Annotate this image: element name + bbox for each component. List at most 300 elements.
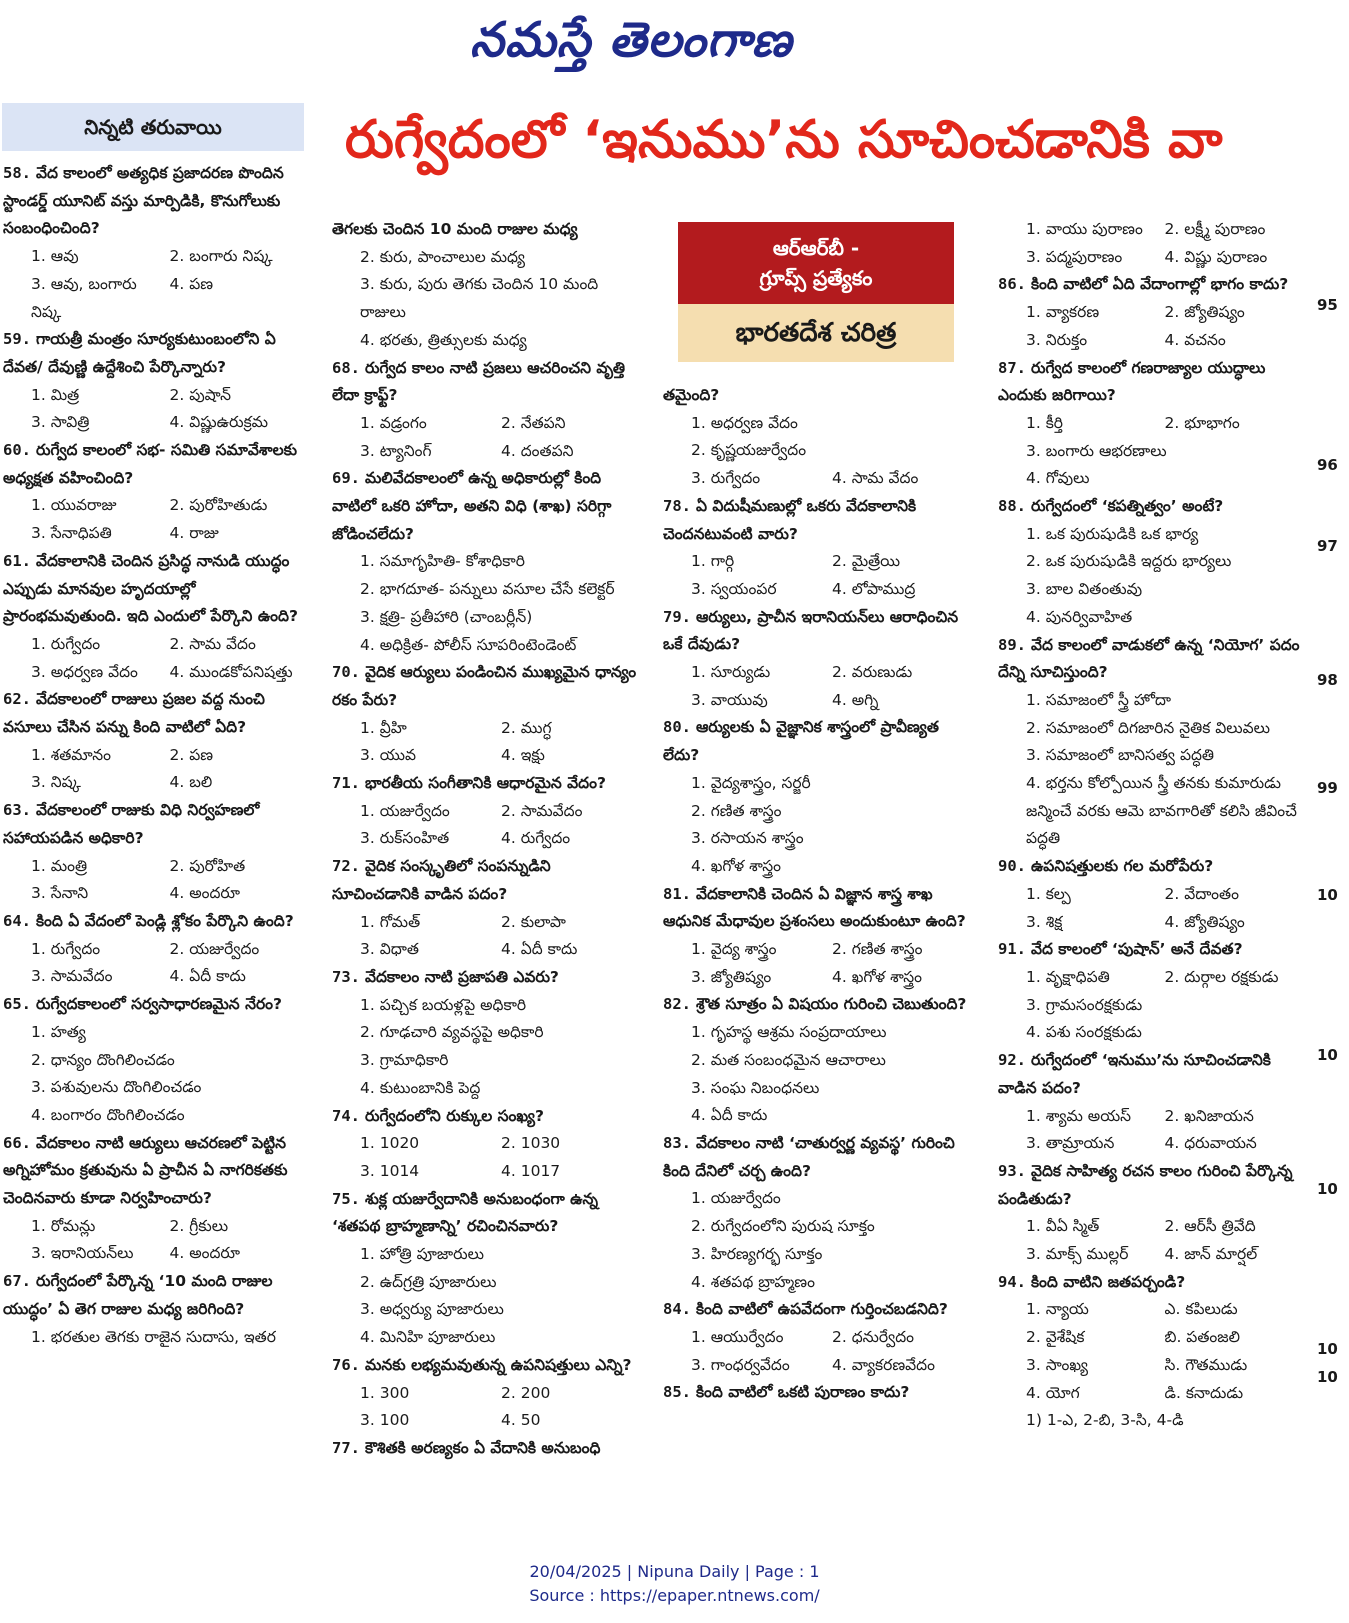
question-text-line: [998, 493, 1303, 521]
question-text: మనకు లభ్యమవుతున్న ఉపనిషత్తులు ఎన్ని?: [364, 1355, 632, 1374]
question-text: వైదిక సంస్కృతిలో సంపన్నుడిని సూచించడానికి వాడిన పదం?: [332, 857, 551, 903]
option: 3. పశువులను దొంగిలించడం: [31, 1078, 202, 1097]
question-block: [663, 382, 973, 465]
option: 4. ఖగోళ శాస్త్రం: [832, 967, 923, 986]
question-text-line: [3, 991, 308, 1019]
options: [663, 1324, 973, 1379]
question-text: వేదకాలం నాటి ప్రజాపతి ఎవరు?: [364, 967, 559, 986]
question-block: [998, 493, 1303, 632]
question-text: వైదిక సాహిత్య రచన కాలం గురించి పేర్కొన్న పండితుడు?: [998, 1161, 1293, 1208]
option: 2. సమాజంలో దిగజారిన నైతిక విలువలు: [1026, 718, 1270, 737]
option: 2. 1030: [501, 1134, 561, 1153]
question-text: రుగ్వేదంలో ‘కపత్నిత్వం’ అంటే?: [1030, 497, 1224, 516]
option: 1. వాయు పురాణం: [1026, 220, 1143, 238]
option: 2. బంగారు నిష్క: [169, 247, 273, 266]
question-block: [3, 160, 308, 326]
option: 4. ఏదీ కాదు: [501, 940, 578, 959]
option: 2. యజుర్వేదం: [169, 939, 260, 958]
option: 3. సేనాధిపతి: [31, 524, 112, 543]
option: 2. ఒక పురుషుడికి ఇద్దరు భార్యలు: [1026, 552, 1232, 571]
footer-line1: 20/04/2025 | Nipuna Daily | Page : 1: [529, 1562, 820, 1581]
option: 4. అందరూ: [169, 1244, 240, 1263]
options: [332, 410, 642, 465]
question-block: [663, 465, 973, 493]
option: 2. కురు, పాంచాలుల మధ్య: [360, 247, 525, 266]
option: 1. 300: [360, 1383, 410, 1402]
question-block: [998, 1158, 1303, 1269]
option: 4. లోపాముద్ర: [832, 579, 916, 598]
question-text: శ్రౌత సూత్రం ఏ విషయం గురించి చెబుతుంది?: [695, 995, 967, 1014]
option: 3. నిష్క: [31, 773, 81, 792]
question-text: రుగ్వేద కాలంలో గణరాజ్యాల యుద్ధాలు ఎందుకు జరిగాయి?: [998, 358, 1266, 405]
option: 2. భూభాగం: [1164, 413, 1240, 432]
options: [3, 492, 308, 547]
options: [663, 936, 973, 991]
options: [3, 936, 308, 991]
option: 4. అందరూ: [169, 884, 240, 903]
option: 3. కురు, పురు తెగకు చెందిన 10 మంది రాజులు: [360, 275, 599, 322]
option: 4. భరతు, త్రిత్సులకు మధ్య: [360, 330, 527, 349]
options: [3, 853, 308, 908]
option: 1. గృహస్థ ఆశ్రమ సంప్రదాయాలు: [691, 1023, 887, 1042]
option: 3. గాంధర్వవేదం: [691, 1355, 790, 1374]
question-number: 76.: [332, 1355, 360, 1374]
option: 1) 1-ఎ, 2-బి, 3-సి, 4-డి: [1026, 1411, 1184, 1430]
option: 2. వేదాంతం: [1164, 884, 1239, 903]
option: 4. విష్ణు పురాణం: [1164, 247, 1268, 266]
options: [332, 992, 642, 1103]
question-text-line: [332, 1103, 642, 1131]
question-block: [332, 770, 642, 853]
option: 3. విధాత: [360, 940, 419, 959]
option: 4. జాన్ మార్షల్: [1164, 1245, 1258, 1264]
options: [998, 1103, 1303, 1158]
option: 4. రాజు: [169, 524, 219, 543]
option: 2. గ్రీకులు: [169, 1216, 229, 1235]
option: 2. ఆర్‌సీ త్రివేది: [1164, 1217, 1256, 1236]
question-number: 82.: [663, 995, 691, 1014]
question-text: రుగ్వేదంలో ‘ఇనుము’ను సూచించడానికి వాడిన పదం?: [998, 1051, 1271, 1097]
options: [998, 964, 1303, 1047]
option: 2. ముగ్ధ: [501, 718, 552, 737]
option: 3. 1014: [360, 1161, 420, 1180]
option: 4. మినిహి పూజారులు: [360, 1328, 496, 1347]
question-number: 94.: [998, 1272, 1026, 1291]
option: 2. సామవేదం: [501, 801, 583, 820]
badge-line2: గ్రూప్స్ ప్రత్యేకం: [759, 266, 873, 290]
option: 2. పురోహిత: [169, 856, 246, 875]
option: 1. రుగ్వేదం: [31, 634, 101, 653]
question-text-line: [332, 853, 642, 908]
question-block: [998, 632, 1303, 854]
question-number: 86.: [998, 275, 1026, 294]
question-text: వేదకాలంలో రాజుకు విధి నిర్వహణలో సహాయపడిన అధికారి?: [3, 801, 260, 847]
question-number: 64.: [3, 911, 31, 930]
option: 1. ఆవు: [31, 247, 79, 266]
option: 3. సాంఖ్య: [1026, 1355, 1089, 1374]
option: 4. పునర్వివాహిత: [1026, 607, 1133, 626]
option: 2. కృష్ణయజుర్వేదం: [691, 441, 807, 460]
question-text-line: [3, 686, 308, 741]
question-text: కౌశితకి అరణ్యకం ఏ వేదానికి అనుబంధి: [364, 1438, 601, 1457]
option: 1. భరతుల తెగకు రాజైన సుదాసు, ఇతర: [31, 1327, 276, 1346]
option: 3. యువ: [360, 746, 417, 765]
option: 1. న్యాయ: [1026, 1300, 1089, 1319]
question-text-line: [663, 1130, 973, 1185]
option: 3. మాక్స్ ముల్లర్: [1026, 1245, 1129, 1264]
question-text: కింది వాటిని జతపర్చండి?: [1030, 1272, 1186, 1291]
question-text: ఆర్యులకు ఏ వైజ్ఞానిక శాస్త్రంలో ప్రావీణ్యత లేదు?: [663, 718, 939, 765]
option: 4. పణ: [169, 274, 214, 293]
question-text-line: [332, 355, 642, 410]
question-text-line: [3, 1268, 308, 1323]
question-block: [663, 493, 973, 604]
option: 4. ఖగోళ శాస్త్రం: [691, 856, 782, 875]
question-number: 80.: [663, 718, 691, 737]
cut-off-question-number: 96: [1317, 456, 1338, 474]
question-text-line: [663, 714, 973, 769]
option: సి. గౌతముడు: [1164, 1355, 1248, 1374]
option: 4. పశు సంరక్షకుడు: [1026, 1023, 1142, 1042]
options: [3, 1324, 308, 1352]
question-text-line: [663, 493, 973, 548]
question-block: [3, 908, 308, 991]
question-block: [663, 1379, 973, 1407]
option: 3. సమాజంలో బానిసత్వ పద్ధతి: [1026, 746, 1215, 765]
options: [663, 659, 973, 714]
cut-off-question-number: 98: [1317, 671, 1338, 689]
question-block: [332, 853, 642, 964]
options: [332, 715, 642, 770]
option: 1. మంత్రి: [31, 856, 88, 875]
option: 2. భాగదూత- పన్నులు వసూల చేసే కలెక్టర్: [360, 580, 615, 599]
question-text-line: [998, 632, 1303, 687]
column-3: [663, 382, 973, 1407]
question-block: [332, 1186, 642, 1352]
option: 1. వ్రీహి: [360, 718, 407, 737]
option: 1. ఆయుర్వేదం: [691, 1327, 784, 1346]
question-text: కింది వాటిలో ఏది వేదాంగాల్లో భాగం కాదు?: [1030, 275, 1289, 294]
option: 1. సమాగృహితి- కోశాధికారి: [360, 552, 525, 571]
question-number: 89.: [998, 635, 1026, 654]
option: 4. దంతపని: [501, 441, 574, 460]
option: 3. సంఘ నిబంధనలు: [691, 1078, 820, 1097]
question-number: 70.: [332, 663, 360, 682]
option: 3. ట్యానింగ్: [360, 441, 432, 460]
option: 1. సూర్యుడు: [691, 663, 771, 682]
question-number: 90.: [998, 857, 1026, 876]
option: 2. జ్యోతిష్యం: [1164, 303, 1245, 322]
section-badge: [678, 222, 954, 362]
question-block: [663, 1130, 973, 1296]
cut-off-question-number: 99: [1317, 779, 1338, 797]
option: ఎ. కపిలుడు: [1164, 1300, 1238, 1319]
option: 1. వృక్షాధిపతి: [1026, 967, 1110, 986]
option: 3. వాయువు: [691, 690, 768, 709]
options: [332, 798, 642, 853]
option: 1. రుగ్వేదం: [31, 939, 101, 958]
cut-off-question-number: 10: [1317, 886, 1338, 904]
option: 4. 1017: [501, 1161, 561, 1180]
footer-line2: Source : https://epaper.ntnews.com/: [529, 1586, 820, 1605]
option: 1. యజుర్వేదం: [691, 1189, 781, 1208]
options: [663, 1185, 973, 1296]
question-number: 61.: [3, 551, 31, 570]
question-block: [998, 936, 1303, 1047]
option: 1. సమాజంలో స్త్రీ హోదా: [1026, 690, 1171, 709]
question-number: 63.: [3, 801, 31, 820]
question-text: రుగ్వేద కాలం నాటి ప్రజలు ఆచరించని వృత్తి లేదా క్రాఫ్ట్?: [332, 358, 626, 405]
option: 1. వైద్యశాస్త్రం, సర్జరీ: [691, 773, 811, 792]
question-text: వేద కాలంలో ‘పుషాన్’ అనే దేవత?: [1030, 940, 1243, 959]
question-text: రుగ్వేదంలో పేర్కొన్న ‘10 మంది రాజుల యుద్ధం’ ఏ తెగ రాజుల మధ్య జరిగింది?: [3, 1272, 273, 1318]
question-text-line: [998, 936, 1303, 964]
question-block: [998, 1407, 1303, 1435]
option: 2. మైత్రేయి: [832, 552, 901, 571]
question-text: కింది వాటిలో ఒకటి పురాణం కాదు?: [695, 1383, 910, 1402]
options: [998, 1213, 1303, 1268]
question-number: 77.: [332, 1438, 360, 1457]
option: 2. ధనుర్వేదం: [832, 1327, 914, 1346]
question-block: [3, 797, 308, 908]
options: [3, 742, 308, 797]
options: [663, 770, 973, 881]
option: 3. జ్యోతిష్యం: [691, 967, 772, 986]
question-text: వేద కాలంలో వాడుకలో ఉన్న ‘నియోగ’ పదం దేన్ని సూచిస్తుంది?: [998, 635, 1300, 682]
question-number: 62.: [3, 690, 31, 709]
options: [332, 244, 642, 355]
question-text-line: [3, 326, 308, 381]
option: 4. ఏదీ కాదు: [169, 967, 246, 986]
question-number: 67.: [3, 1272, 31, 1291]
option: 2. వరుణుడు: [832, 663, 913, 682]
option: 3. సామవేదం: [31, 967, 113, 986]
column-1: [3, 160, 308, 1351]
option: 4. కుటుంబానికి పెద్ద: [360, 1078, 481, 1097]
question-block: [3, 991, 308, 1130]
question-text-line: [3, 160, 308, 243]
option: 4. వ్యాకరణవేదం: [832, 1355, 935, 1374]
option: 1. మిత్ర: [31, 385, 80, 404]
option: 3. రుగ్వేదం: [691, 469, 761, 488]
question-block: [332, 964, 642, 1103]
option: 3. సేనాని: [31, 884, 89, 903]
option: 4. ముండకోపనిషత్తు: [169, 662, 293, 681]
option: 4. సామ వేదం: [832, 469, 919, 488]
option: 2. పురోహితుడు: [169, 496, 268, 515]
previous-continuation-label: నిన్నటి తరువాయి: [2, 103, 304, 151]
question-number: 85.: [663, 1383, 691, 1402]
badge-line1: ఆర్‌ఆర్‌బీ -: [772, 236, 860, 260]
option: 4. ఇక్షు: [501, 746, 545, 765]
option: 1. రోమన్లు: [31, 1216, 96, 1235]
options: [3, 1019, 308, 1130]
question-text: కింది వాటిలో ఉపవేదంగా గుర్తించబడనిది?: [695, 1300, 948, 1319]
option: 2. లక్ష్మీ పురాణం: [1164, 220, 1266, 238]
option: 2. గణిత శాస్త్రం: [691, 801, 782, 820]
option: 1. వీఏ స్మిత్: [1026, 1217, 1100, 1236]
option: 1. 1020: [360, 1134, 420, 1153]
option: 3. రసాయన శాస్త్రం: [691, 829, 804, 848]
question-number: 58.: [3, 164, 31, 182]
question-number: 93.: [998, 1161, 1026, 1180]
option: 1. గోమత్: [360, 912, 421, 931]
options: [663, 1019, 973, 1130]
question-text: భారతీయ సంగీతానికి ఆధారమైన వేదం?: [364, 774, 606, 793]
question-text: వేదకాలంలో రాజులు ప్రజల వద్ద నుంచి వసూలు చేసిన పన్ను కింది వాటిలో ఏది?: [3, 690, 265, 737]
options: [998, 410, 1303, 493]
option: 3. రుక్‌సంహిత: [360, 829, 450, 848]
option: 2. పుషాన్: [169, 385, 231, 404]
question-block: [998, 1269, 1303, 1408]
option: 1. పచ్చిక బయళ్లపై అధికారి: [360, 995, 527, 1014]
option: 1. కల్ప: [1026, 884, 1071, 903]
question-text-line: [663, 1379, 973, 1407]
options: [3, 243, 308, 326]
question-block: [332, 1435, 642, 1463]
options: [998, 881, 1303, 936]
question-block: [332, 465, 642, 659]
option: 3. గ్రామసంరక్షకుడు: [1026, 995, 1143, 1014]
question-text-line: [332, 770, 642, 798]
question-text-line: [332, 1352, 642, 1380]
option: 1. హోత్రి పూజారులు: [360, 1245, 484, 1264]
question-text: వేదకాలం నాటి ఆర్యులు ఆచరణలో పెట్టిన అగ్నిహోమం క్రతువును ఏ ప్రాచీన ఏ నాగరికతకు చెందినవారు కూడా నిర్వహించారు?: [3, 1133, 288, 1208]
option: 4. జ్యోతిష్యం: [1164, 912, 1245, 931]
option: 2. నేతపని: [501, 413, 566, 432]
option: 2. గూఢచారి వ్యవస్థపై అధికారి: [360, 1023, 544, 1042]
option: 1. ఒక పురుషుడికి ఒక భార్య: [1026, 524, 1199, 543]
question-block: [332, 216, 642, 355]
option: 2. 200: [501, 1383, 551, 1402]
question-block: [3, 437, 308, 548]
question-text-line: [663, 604, 973, 659]
question-block: [663, 604, 973, 715]
question-text-line: [3, 437, 308, 492]
question-number: 65.: [3, 995, 31, 1014]
option: 2. ఉద్‌గ్రత్రి పూజారులు: [360, 1272, 497, 1291]
options: [332, 909, 642, 964]
option: 2. ధాన్యం దొంగిలించడం: [31, 1050, 175, 1069]
question-text-line: [998, 1158, 1303, 1213]
question-block: [332, 1103, 642, 1186]
option: 4. గోవులు: [1026, 469, 1090, 488]
question-block: [998, 1047, 1303, 1158]
cut-off-question-number: 10: [1317, 1340, 1338, 1358]
options: [998, 299, 1303, 354]
question-number: 91.: [998, 940, 1026, 959]
options: [998, 521, 1303, 632]
question-text-line: [663, 881, 973, 936]
question-text: ఉపనిషత్తులకు గల మరోపేరు?: [1030, 857, 1214, 876]
question-block: [3, 548, 308, 687]
question-text: శుక్ల యజుర్వేదానికి అనుబంధంగా ఉన్న ‘శతపథ బ్రాహ్మణాన్ని’ రచించినవారు?: [332, 1189, 599, 1236]
question-text-line: [998, 1047, 1303, 1102]
option: 1. వ్యాకరణ: [1026, 303, 1100, 322]
question-text: మలివేదకాలంలో ఉన్న అధికారుల్లో కింది వాటిలో ఒకరి హోదా, అతని విధి (శాఖ) సరిగ్గా జోడించలేదు?: [332, 469, 612, 543]
question-block: [332, 659, 642, 770]
option: 3. శిక్ష: [1026, 912, 1063, 931]
option: 4. రుగ్వేదం: [501, 829, 571, 848]
continued-text: తెగలకు చెందిన 10 మంది రాజుల మధ్య: [332, 220, 578, 238]
option: 3. బంగారు ఆభరణాలు: [1026, 441, 1167, 460]
option: 3. నిరుక్తం: [1026, 330, 1088, 349]
question-text-line: [998, 853, 1303, 881]
headline: రుగ్వేదంలో ‘ఇనుము’ను సూచించడానికి వా: [345, 110, 1223, 170]
option: 1. వైద్య శాస్త్రం: [691, 940, 777, 959]
cut-off-question-number: 10: [1317, 1368, 1338, 1386]
question-block: [3, 1130, 308, 1269]
question-block: [332, 355, 642, 466]
question-number: 72.: [332, 857, 360, 876]
question-text: ఆర్యులు, ప్రాచీన ఇరానియన్‌లు ఆరాధించిన ఒకే దేవుడు?: [663, 607, 959, 654]
option: 4. బంగారం దొంగిలించడం: [31, 1105, 185, 1124]
question-number: 87.: [998, 358, 1026, 377]
option: 3. అధర్వణ వేదం: [31, 662, 138, 681]
question-block: [663, 991, 973, 1130]
question-text-line: [998, 1269, 1303, 1297]
question-block: [3, 1268, 308, 1351]
continued-text: తమైంది?: [663, 386, 720, 404]
question-number: 59.: [3, 330, 31, 349]
badge-subject: భారతదేశ చరిత్ర: [678, 304, 954, 362]
question-text: వేద కాలంలో అత్యధిక ప్రజాదరణ పొందిన స్టాండర్డ్ యూనిట్ వస్తు మార్పిడికి, కొనుగోలుకు సంబంధించింది?: [3, 164, 284, 238]
option: 1. యువరాజు: [31, 496, 117, 515]
option: 2. దుర్గాల రక్షకుడు: [1164, 967, 1279, 986]
question-number: 81.: [663, 884, 691, 903]
question-number: 74.: [332, 1106, 360, 1125]
question-number: 83.: [663, 1133, 691, 1152]
option: 2. ఖనిజాయన: [1164, 1106, 1254, 1125]
question-number: 88.: [998, 497, 1026, 516]
options: [663, 548, 973, 603]
cut-off-question-number: 95: [1317, 296, 1338, 314]
option: 1. అధర్వణ వేదం: [691, 413, 798, 432]
question-text: వేదకాలానికి చెందిన ఏ విజ్ఞాన శాస్త్ర శాఖ ఆధునిక మేధావుల ప్రశంసలు అందుకుంటూ ఉంది?: [663, 884, 966, 931]
question-block: [332, 1352, 642, 1435]
option: 4. 50: [501, 1411, 541, 1430]
option: 2. సామ వేదం: [169, 634, 256, 653]
option: 1. వడ్రంగం: [360, 413, 427, 432]
options: [663, 465, 973, 493]
question-text: రుగ్వేద కాలంలో సభ- సమితి సమావేశాలకు అధ్యక్షత వహించింది?: [3, 441, 298, 487]
option: 3. పద్మపురాణం: [1026, 247, 1123, 266]
option: 1. హత్య: [31, 1022, 86, 1041]
question-number: 92.: [998, 1051, 1026, 1070]
option: 1. శ్యామ అయస్: [1026, 1106, 1132, 1125]
question-number: 69.: [332, 469, 360, 488]
option: 2. వైశేషిక: [1026, 1328, 1085, 1347]
question-number: 68.: [332, 358, 360, 377]
column-2: [332, 216, 642, 1463]
question-text-line: [3, 797, 308, 852]
badge-exam-label: [678, 222, 954, 304]
options: [3, 631, 308, 686]
question-block: [663, 714, 973, 880]
options: [332, 1380, 642, 1435]
options: [3, 1213, 308, 1268]
cut-off-question-number: 10: [1317, 1046, 1338, 1064]
cut-off-question-number: 97: [1317, 537, 1338, 555]
option: 3. 100: [360, 1411, 410, 1430]
option: 3. ఆవు, బంగారు నిష్క: [31, 274, 137, 321]
option: 2. మత సంబంధమైన ఆచారాలు: [691, 1050, 886, 1069]
option: 3. గ్రామాధికారి: [360, 1051, 449, 1070]
option: 4. వచనం: [1164, 330, 1226, 349]
cut-off-question-number: 10: [1317, 1180, 1338, 1198]
option: బి. పతంజలి: [1164, 1328, 1240, 1347]
question-text-line: [663, 1296, 973, 1324]
